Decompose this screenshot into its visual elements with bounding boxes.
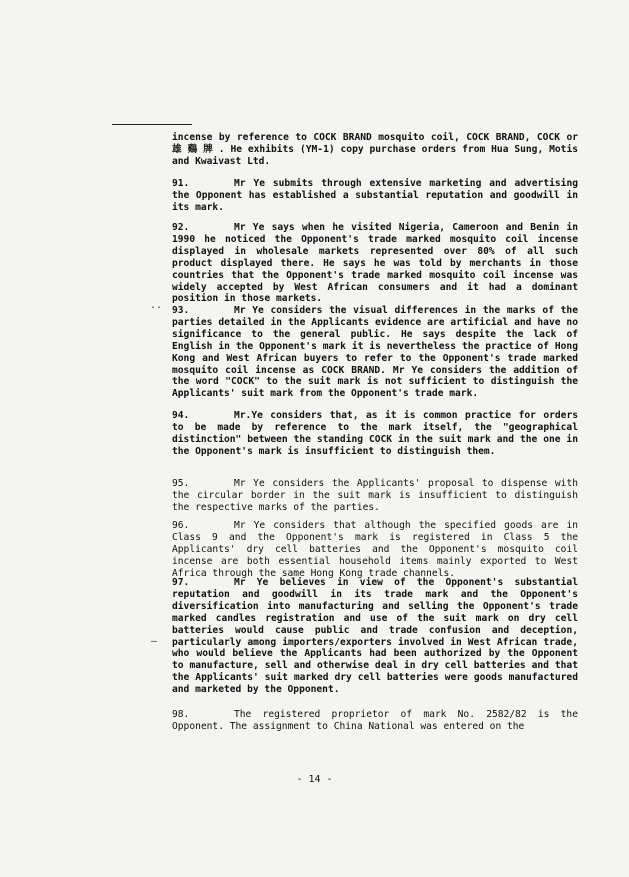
paragraph-97 (172, 577, 578, 696)
paragraph-94 (172, 410, 578, 458)
paragraph-text: Mr Ye says when he visited Nigeria, Cameroon and Benin in 1990 he noticed the Opponent's trade marked mosquito coil incense displayed in wholesale markets represented over 80% of all such product displayed there. He says he was told by merchants in those countries that the Opponent's trade marked mosquito coil incense was widely accepted by West African consumers and it had a dominant position in those markets. (172, 222, 578, 305)
continuation-paragraph: incense by reference to COCK BRAND mosquito coil, COCK BRAND, COCK or 雄 鷄 牌 . He exhibits (YM-1) copy purchase orders from Hua Sung, Motis and Kwaivast Ltd. (172, 132, 578, 167)
paragraph-91 (172, 178, 578, 214)
paragraph-number: 94. (172, 410, 190, 421)
paragraph-93 (172, 305, 578, 400)
paragraph-96 (172, 520, 578, 580)
paragraph-text: Mr Ye considers the Applicants' proposal to dispense with the circular border in the suit mark is insufficient to distinguish the respective marks of the parties. (172, 478, 578, 513)
paragraph-text: Mr.Ye considers that, as it is common practice for orders to be made by reference to the mark itself, the "geographical distinction" between the standing COCK in the suit mark and the one in the Opponent's mark is insufficient to distinguish them. (172, 410, 578, 457)
paragraph-text: Mr Ye believes in view of the Opponent's substantial reputation and goodwill in its trade mark and the Opponent's diversification into manufacturing and selling the Opponent's trade marked candles registration and use of the suit mark on dry cell batteries would cause public and trade confusion and deception, particularly among importers/exporters involved in West African trade, who would believe the Applicants had been authorized by the Opponent to manufacture, sell and otherwise deal in dry cell batteries and that the Applicants' suit marked dry cell batteries were goods manufactured and marketed by the Opponent. (172, 577, 578, 696)
margin-mark: .. (150, 300, 163, 311)
paragraph-98 (172, 709, 578, 733)
paragraph-number: 93. (172, 305, 190, 316)
paragraph-92 (172, 222, 578, 305)
paragraph-number: 98. (172, 709, 190, 720)
paragraph-number: 97. (172, 577, 190, 588)
page-number: - 14 - (296, 774, 333, 785)
paragraph-95 (172, 478, 578, 514)
paragraph-text: Mr Ye considers that although the specified goods are in Class 9 and the Opponent's mark is registered in Class 5 the Applicants' dry cell batteries and the Opponent's mosquito coil incense are both essential household items mainly exported to West Africa through the same Hong Kong trade channels. (172, 520, 578, 579)
paragraph-number: 96. (172, 520, 190, 531)
paragraph-number: 92. (172, 222, 190, 233)
paragraph-number: 91. (172, 178, 190, 189)
header-rule (112, 124, 192, 125)
paragraph-text: Mr Ye submits through extensive marketing and advertising the Opponent has established a substantial reputation and goodwill in its mark. (172, 178, 578, 213)
margin-mark: — (151, 636, 158, 647)
paragraph-text: Mr Ye considers the visual differences in the marks of the parties detailed in the Applicants evidence are artificial and have no significance to the general public. He says despite the lack of English in the Opponent's mark it is nevertheless the practice of Hong Kong and West African buyers to refer to the Opponent's trade marked mosquito coil incense as COCK BRAND. Mr Ye considers the addition of the word "COCK" to the suit mark is not sufficient to distinguish the Applicants' suit mark from the Opponent's trade mark. (172, 305, 578, 400)
paragraph-text: The registered proprietor of mark No. 2582/82 is the Opponent. The assignment to China National was entered on the (172, 709, 578, 732)
paragraph-number: 95. (172, 478, 190, 489)
